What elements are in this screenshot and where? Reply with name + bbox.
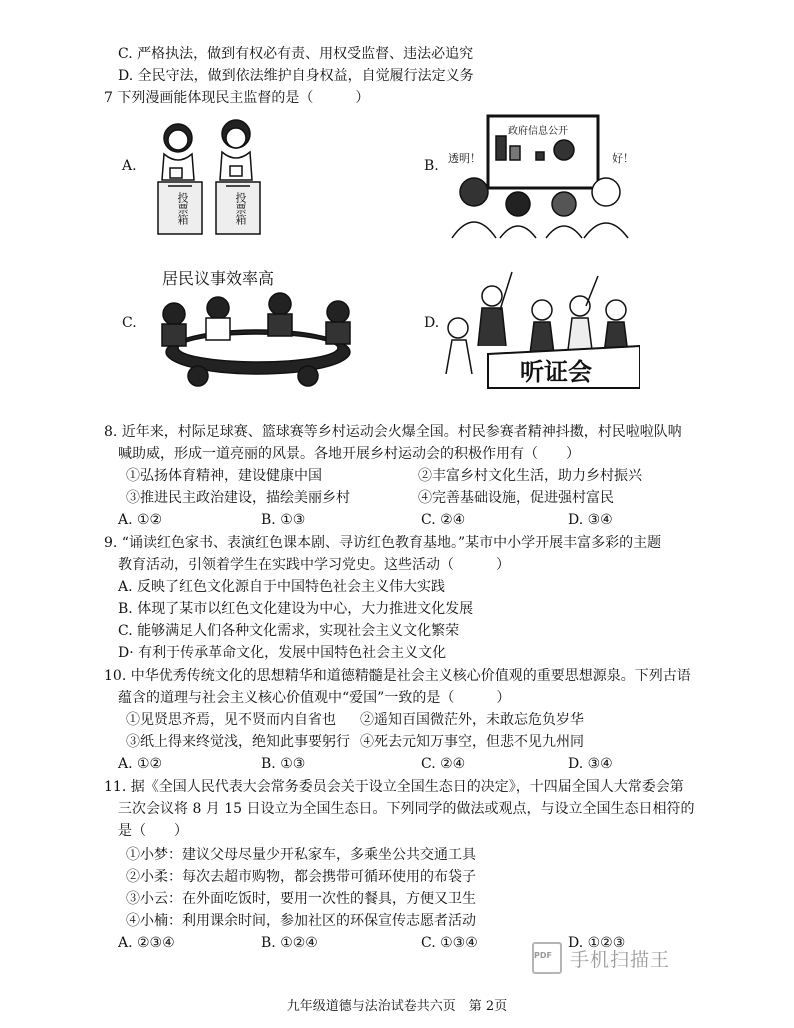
page-footer: 九年级道德与法治试卷共六页 第 2页 <box>286 999 508 1014</box>
q8-choice-d: D. ③④ <box>568 512 613 528</box>
q9-stem-line1: 9. “诵读红色家书、表演红色课本剧、寻访红色教育基地。”某市中小学开展丰富多彩的主题 <box>104 535 662 551</box>
q11-choice-b: B. ①②④ <box>261 935 318 951</box>
ballot-box-label-left: 投票箱 <box>176 192 189 225</box>
q10-stem-line2: 蕴含的道理与社会主义核心价值观中“爱国”一致的是（ ） <box>118 690 511 706</box>
q7-label-b: B. <box>424 158 439 174</box>
q11-item-4: ④小楠：利用课余时间，参加社区的环保宣传志愿者活动 <box>126 913 476 929</box>
q11-choice-d: D. ①②③ <box>568 935 626 951</box>
q10-item-2: ②遥知百国微茫外，未敢忘危负岁华 <box>360 712 584 728</box>
q9-option-b: B. 体现了某市以红色文化建设为中心，大力推进文化发展 <box>118 601 474 617</box>
pdf-icon <box>532 942 562 974</box>
q9-stem-line2: 教育活动，引领着学生在实践中学习党史。这些活动（ ） <box>118 557 510 573</box>
q7-stem: 7 下列漫画能体现民主监督的是（ ） <box>104 90 370 106</box>
q10-choice-b: B. ①③ <box>261 756 306 772</box>
q6-option-d: D. 全民守法，做到依法维护自身权益，自觉履行法定义务 <box>118 68 474 84</box>
speech-right: 好！ <box>612 152 634 165</box>
q8-item-3: ③推进民主政治建设，描绘美丽乡村 <box>126 490 350 506</box>
q8-item-4: ④完善基础设施，促进强村富民 <box>418 490 614 506</box>
q11-stem-line1: 11. 据《全国人民代表大会常务委员会关于设立全国生态日的决定》，十四届全国人大常委会第 <box>104 779 684 795</box>
q8-item-2: ②丰富乡村文化生活，助力乡村振兴 <box>418 468 642 484</box>
q8-stem-line2: 喊助威，形成一道亮丽的风景。各地开展乡村运动会的积极作用有（ ） <box>118 446 580 462</box>
q10-item-3: ③纸上得来终觉浅，绝知此事要躬行 <box>126 734 350 750</box>
q10-choice-d: D. ③④ <box>568 756 613 772</box>
q10-choice-c: C. ②④ <box>421 756 466 772</box>
q11-stem-line3: 是（ ） <box>118 823 188 839</box>
q11-item-2: ②小柔：每次去超市购物，都会携带可循环使用的布袋子 <box>126 869 476 885</box>
q10-choice-a: A. ①② <box>118 756 163 772</box>
q11-choice-c: C. ①③④ <box>421 935 478 951</box>
q11-item-1: ①小梦：建议父母尽量少开私家车，多乘坐公共交通工具 <box>126 847 476 863</box>
q7-label-d: D. <box>424 315 440 331</box>
q8-item-1: ①弘扬体育精神，建设健康中国 <box>126 468 322 484</box>
q7-label-a: A. <box>122 158 137 174</box>
info-board-title: 政府信息公开 <box>508 126 568 137</box>
cartoon-info-disclosure-image <box>444 112 640 240</box>
q8-choice-c: C. ②④ <box>421 512 466 528</box>
watermark-text: 手机扫描王 <box>570 948 671 971</box>
pdf-badge-label: PDF <box>534 951 552 960</box>
q11-choice-a: A. ②③④ <box>118 935 175 951</box>
q9-option-d: D· 有利于传承革命文化，发展中国特色社会主义文化 <box>118 645 447 661</box>
q7-label-c: C. <box>122 315 137 331</box>
ballot-box-label-right: 投票箱 <box>234 192 247 225</box>
q11-stem-line2: 三次会议将 8 月 15 日设立为全国生态日。下列同学的做法或观点，与设立全国生态日相符的 <box>118 801 695 817</box>
q6-option-c: C. 严格执法，做到有权必有责、用权受监督、违法必追究 <box>118 46 474 62</box>
cartoon-public-hearing-image <box>444 266 640 394</box>
cartoon-residents-meeting-image <box>148 290 368 390</box>
q10-item-1: ①见贤思齐焉，见不贤而内自省也 <box>126 712 336 728</box>
speech-left: 透明！ <box>448 152 481 165</box>
hearing-banner-text: 听证会 <box>520 357 592 386</box>
q10-item-4: ④死去元知万事空，但悲不见九州同 <box>360 734 584 750</box>
q10-stem-line1: 10. 中华优秀传统文化的思想精华和道德精髓是社会主义核心价值观的重要思想源泉。下列古语 <box>104 668 691 684</box>
scanner-watermark <box>532 942 670 974</box>
q11-item-3: ③小云：在外面吃饭时，要用一次性的餐具，方便又卫生 <box>126 891 476 907</box>
cartoon-c-caption: 居民议事效率高 <box>162 269 275 288</box>
q8-choice-a: A. ①② <box>118 512 163 528</box>
q8-stem-line1: 8. 近年来，村际足球赛、篮球赛等乡村运动会火爆全国。村民参赛者精神抖擞，村民啦啦队呐 <box>104 424 682 440</box>
q9-option-c: C. 能够满足人们各种文化需求，实现社会主义文化繁荣 <box>118 623 460 639</box>
q8-choice-b: B. ①③ <box>261 512 306 528</box>
cartoon-voting-image <box>150 110 270 240</box>
q9-option-a: A. 反映了红色文化源自于中国特色社会主义伟大实践 <box>118 579 446 595</box>
